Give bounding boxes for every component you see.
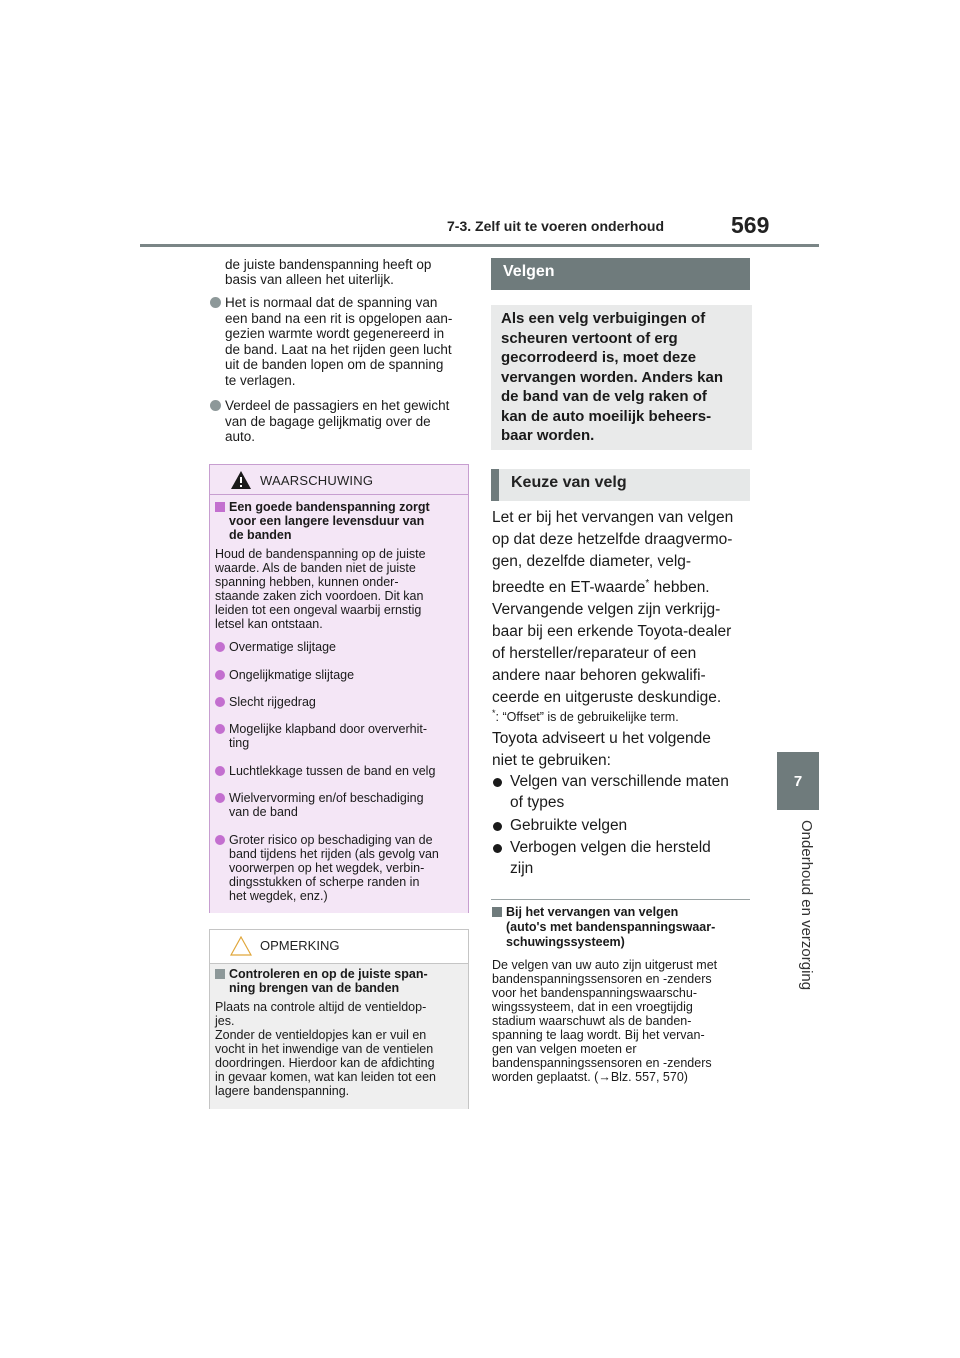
note-header — [210, 930, 468, 964]
list-item: Groter risico op beschadiging van de band tijdens het rijden (als gevolg van voorwerpen op het wegdek, verbin- dingsstukken of scherpe randen in het wegdek, enz.) — [215, 833, 465, 903]
warning-heading: Een goede bandenspanning zorgt voor een langere levensduur van de banden — [215, 500, 465, 542]
chapter-side-title: Onderhoud en verzorging — [798, 820, 815, 991]
note-box — [209, 929, 469, 1109]
section-header-title: 7-3. Zelf uit te voeren onderhoud — [447, 218, 665, 234]
header-divider — [140, 244, 819, 247]
square-bullet-icon — [492, 907, 502, 917]
intro-line: basis van alleen het uiterlijk. — [225, 272, 394, 287]
body-line: breedte en ET-waarde* hebben. — [492, 578, 710, 597]
bullet-icon — [210, 400, 221, 411]
bullet-icon — [493, 822, 502, 831]
bullet-icon — [215, 793, 225, 803]
bullet-icon — [215, 766, 225, 776]
list-item: Het is normaal dat de spanning van een band na een rit is opgelopen aan- gezien warmte wordt gegenereerd in de band. Laat na het rijden geen lucht uit de banden lopen om de spanning te verlagen. — [210, 295, 472, 388]
list-item: Verbogen velgen die hersteld zijn — [493, 839, 711, 878]
warning-triangle-icon — [230, 470, 252, 490]
footnote: *: “Offset” is de gebruikelijke term. — [492, 708, 679, 725]
caution-triangle-icon — [230, 936, 252, 956]
tpms-line: voor het bandenspanningswaarschu- — [492, 986, 697, 1000]
square-bullet-icon — [215, 969, 225, 979]
arrow-icon: → — [598, 1070, 611, 1084]
tpms-heading: Bij het vervangen van velgen (auto's met bandenspanningswaar- schuwingssysteem) — [492, 905, 754, 950]
body-line: Toyota adviseert u het volgende — [492, 730, 711, 747]
note-label: OPMERKING — [260, 938, 340, 953]
tpms-line: worden geplaatst. (→Blz. 557, 570) — [492, 1070, 688, 1084]
list-item: Ongelijkmatige slijtage — [215, 668, 465, 682]
note-body — [210, 964, 468, 1109]
page-number: 569 — [731, 212, 770, 238]
warning-label: WAARSCHUWING — [260, 473, 374, 488]
page-reference-link[interactable]: Blz. 557, 570) — [610, 1070, 688, 1084]
note-heading: Controleren en op de juiste span- ning brengen van de banden — [215, 967, 465, 995]
list-item: Slecht rijgedrag — [215, 695, 465, 709]
section-title-keuze: Keuze van velg — [491, 469, 750, 501]
bullet-icon — [215, 724, 225, 734]
bullet-icon — [215, 697, 225, 707]
body-line: andere naar behoren gekwalifi- — [492, 667, 706, 684]
bullet-icon — [215, 670, 225, 680]
list-item: Wielvervorming en/of beschadiging van de band — [215, 791, 465, 819]
bullet-icon — [493, 778, 502, 787]
body-line: of hersteller/reparateur of een — [492, 645, 697, 662]
list-item: Verdeel de passagiers en het gewicht van de bagage gelijkmatig over de auto. — [210, 398, 472, 445]
tpms-line: De velgen van uw auto zijn uitgerust met — [492, 958, 718, 972]
section-title-velgen: Velgen — [491, 258, 750, 290]
body-line: gen, dezelfde diameter, velg- — [492, 553, 692, 570]
body-line: op dat deze hetzelfde draagvermo- — [492, 531, 733, 548]
bullet-icon — [215, 642, 225, 652]
list-item: Luchtlekkage tussen de band en velg — [215, 764, 465, 778]
tpms-line: bandenspanningssensoren en -zenders — [492, 1056, 712, 1070]
body-line: Vervangende velgen zijn verkrijg- — [492, 601, 721, 618]
tpms-line: bandenspanningssensoren en -zenders — [492, 972, 712, 986]
list-item: Overmatige slijtage — [215, 640, 465, 654]
warning-header — [210, 465, 468, 495]
tpms-line: wingssysteem, dat in een vroegtijdig — [492, 1000, 693, 1014]
warning-box — [209, 464, 469, 913]
section-divider — [491, 899, 750, 900]
intro-line: de juiste bandenspanning heeft op — [225, 257, 432, 272]
body-line: baar bij een erkende Toyota-dealer — [492, 623, 732, 640]
body-line: niet te gebruiken: — [492, 752, 611, 769]
note-paragraph: Plaats na controle altijd de ventieldop- jes. Zonder de ventieldopjes kan er vuil en vocht in het inwendige van de ventielen doordringen. Hierdoor kan de afdichting in gevaar komen, wat kan leiden tot een lagere bandenspanning. — [215, 1000, 436, 1098]
warning-body — [210, 495, 468, 913]
tpms-line: gen van velgen moeten er — [492, 1042, 637, 1056]
list-item: Gebruikte velgen — [493, 817, 627, 835]
list-item: Mogelijke klapband door oververhit- ting — [215, 722, 465, 750]
tpms-line: spanning te laag wordt. Bij het vervan- — [492, 1028, 705, 1042]
list-item: Velgen van verschillende maten of types — [493, 773, 729, 812]
warning-paragraph: Houd de bandenspanning op de juiste waarde. Als de banden niet de juiste spanning hebben, kunnen onder- staande zaken zich voordoen. Dit kan leiden tot een ongeval waarbij ernstig letsel kan ontstaan. — [215, 547, 426, 631]
bullet-icon — [215, 835, 225, 845]
square-bullet-icon — [215, 502, 225, 512]
summary-box: Als een velg verbuigingen of scheuren vertoont of erg gecorrodeerd is, moet deze vervangen worden. Anders kan de band van de velg raken of kan de auto moeilijk beheers- baar worden. — [491, 305, 752, 450]
bullet-icon — [493, 844, 502, 853]
chapter-tab: 7 — [777, 752, 819, 810]
tpms-line: stadium waarschuwt als de banden- — [492, 1014, 692, 1028]
body-line: Let er bij het vervangen van velgen — [492, 509, 734, 526]
bullet-icon — [210, 297, 221, 308]
body-line: ceerde en uitgeruste deskundige. — [492, 689, 722, 706]
